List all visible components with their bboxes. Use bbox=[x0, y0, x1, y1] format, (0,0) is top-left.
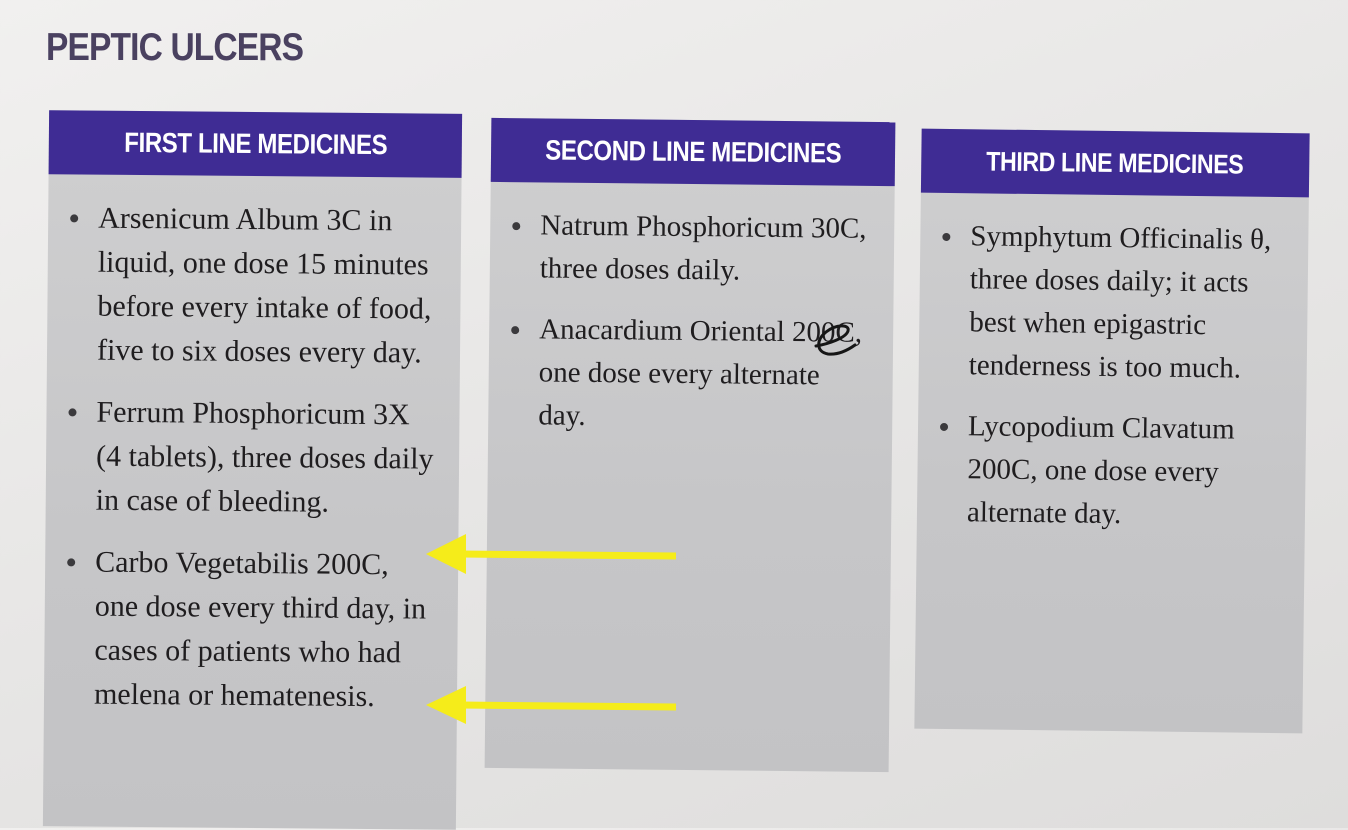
list-item: Symphytum Officinalis θ, three doses daily; it acts best when epigastric tenderness is too much. bbox=[969, 215, 1289, 391]
handwritten-e-mark bbox=[808, 320, 860, 365]
list-item: Carbo Vegetabilis 200C, one dose every third day, in cases of patients who had melena or hematenesis. bbox=[94, 541, 439, 720]
page-title: PEPTIC ULCERS bbox=[46, 26, 304, 69]
first-line-column bbox=[43, 110, 462, 830]
third-line-list bbox=[917, 193, 1309, 539]
second-line-header: SECOND LINE MEDICINES bbox=[491, 118, 896, 186]
list-item: Lycopodium Clavatum 200C, one dose every alternate day. bbox=[967, 405, 1287, 538]
third-line-header: THIRD LINE MEDICINES bbox=[921, 129, 1310, 198]
yellow-arrow-icon bbox=[424, 684, 678, 728]
list-item: Anacardium Oriental 200C, one dose every alternate day. bbox=[538, 308, 873, 440]
list-item: Arsenicum Album 3C in liquid, one dose 15 minutes before every intake of food, five to six doses every day. bbox=[97, 197, 442, 376]
yellow-arrow-icon bbox=[424, 532, 678, 576]
third-line-column bbox=[914, 129, 1309, 734]
first-line-list bbox=[44, 174, 462, 720]
second-line-column bbox=[485, 118, 896, 772]
first-line-header: FIRST LINE MEDICINES bbox=[49, 110, 463, 178]
second-line-list bbox=[488, 182, 895, 441]
list-item: Ferrum Phosphoricum 3X (4 tablets), three doses daily in case of bleeding. bbox=[96, 391, 440, 526]
list-item: Natrum Phosphoricum 30C, three doses daily. bbox=[540, 204, 875, 293]
